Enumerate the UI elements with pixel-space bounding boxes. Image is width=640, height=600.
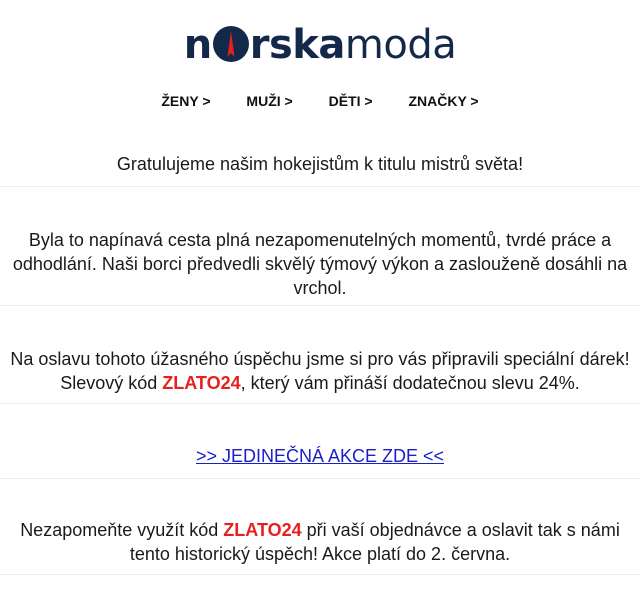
brand-logo[interactable] [0, 22, 640, 68]
logo-word-moda: moda [344, 22, 457, 68]
paragraph-discount-text-end: , který vám přináší dodatečnou slevu 24%. [240, 373, 580, 393]
nav-item-muzi[interactable]: MUŽI > [246, 93, 293, 109]
discount-code: ZLATO24 [223, 520, 302, 540]
divider [0, 574, 640, 575]
paragraph-intro: Byla to napínavá cesta plná nezapomenutelných momentů, tvrdé práce a odhodlání. Naši borci předvedli skvělý týmový výkon a zaslouženě dosáhli na vrchol. [12, 230, 628, 298]
nav-item-zeny[interactable]: ŽENY > [161, 93, 211, 109]
divider [0, 305, 640, 306]
paragraph-reminder-text-start: Nezapomeňte využít kód [20, 520, 224, 540]
divider [0, 403, 640, 404]
logo-compass-icon [213, 26, 249, 62]
cta-wrapper [0, 444, 640, 468]
main-nav [0, 91, 640, 111]
divider [0, 478, 640, 479]
paragraph-reminder-text-end: při vaší objednávce a oslavit tak s námi tento historický úspěch! Akce platí do 2. června. [129, 520, 620, 564]
divider [0, 186, 640, 187]
headline: Gratulujeme našim hokejistům k titulu mistrů světa! [116, 154, 524, 174]
logo-word-rska: rska [249, 22, 345, 68]
nav-item-znacky[interactable]: ZNAČKY > [408, 93, 479, 109]
cta-link[interactable]: >> JEDINEČNÁ AKCE ZDE << [195, 446, 445, 466]
nav-item-deti[interactable]: DĚTI > [328, 93, 373, 109]
logo-letter-n: n [183, 22, 212, 68]
paragraph-discount [0, 347, 640, 395]
paragraph-reminder [0, 518, 640, 566]
discount-code: ZLATO24 [162, 373, 241, 393]
paragraph-discount-text-start: Na oslavu tohoto úžasného úspěchu jsme si pro vás připravili speciální dárek! Slevový kód [10, 349, 630, 393]
